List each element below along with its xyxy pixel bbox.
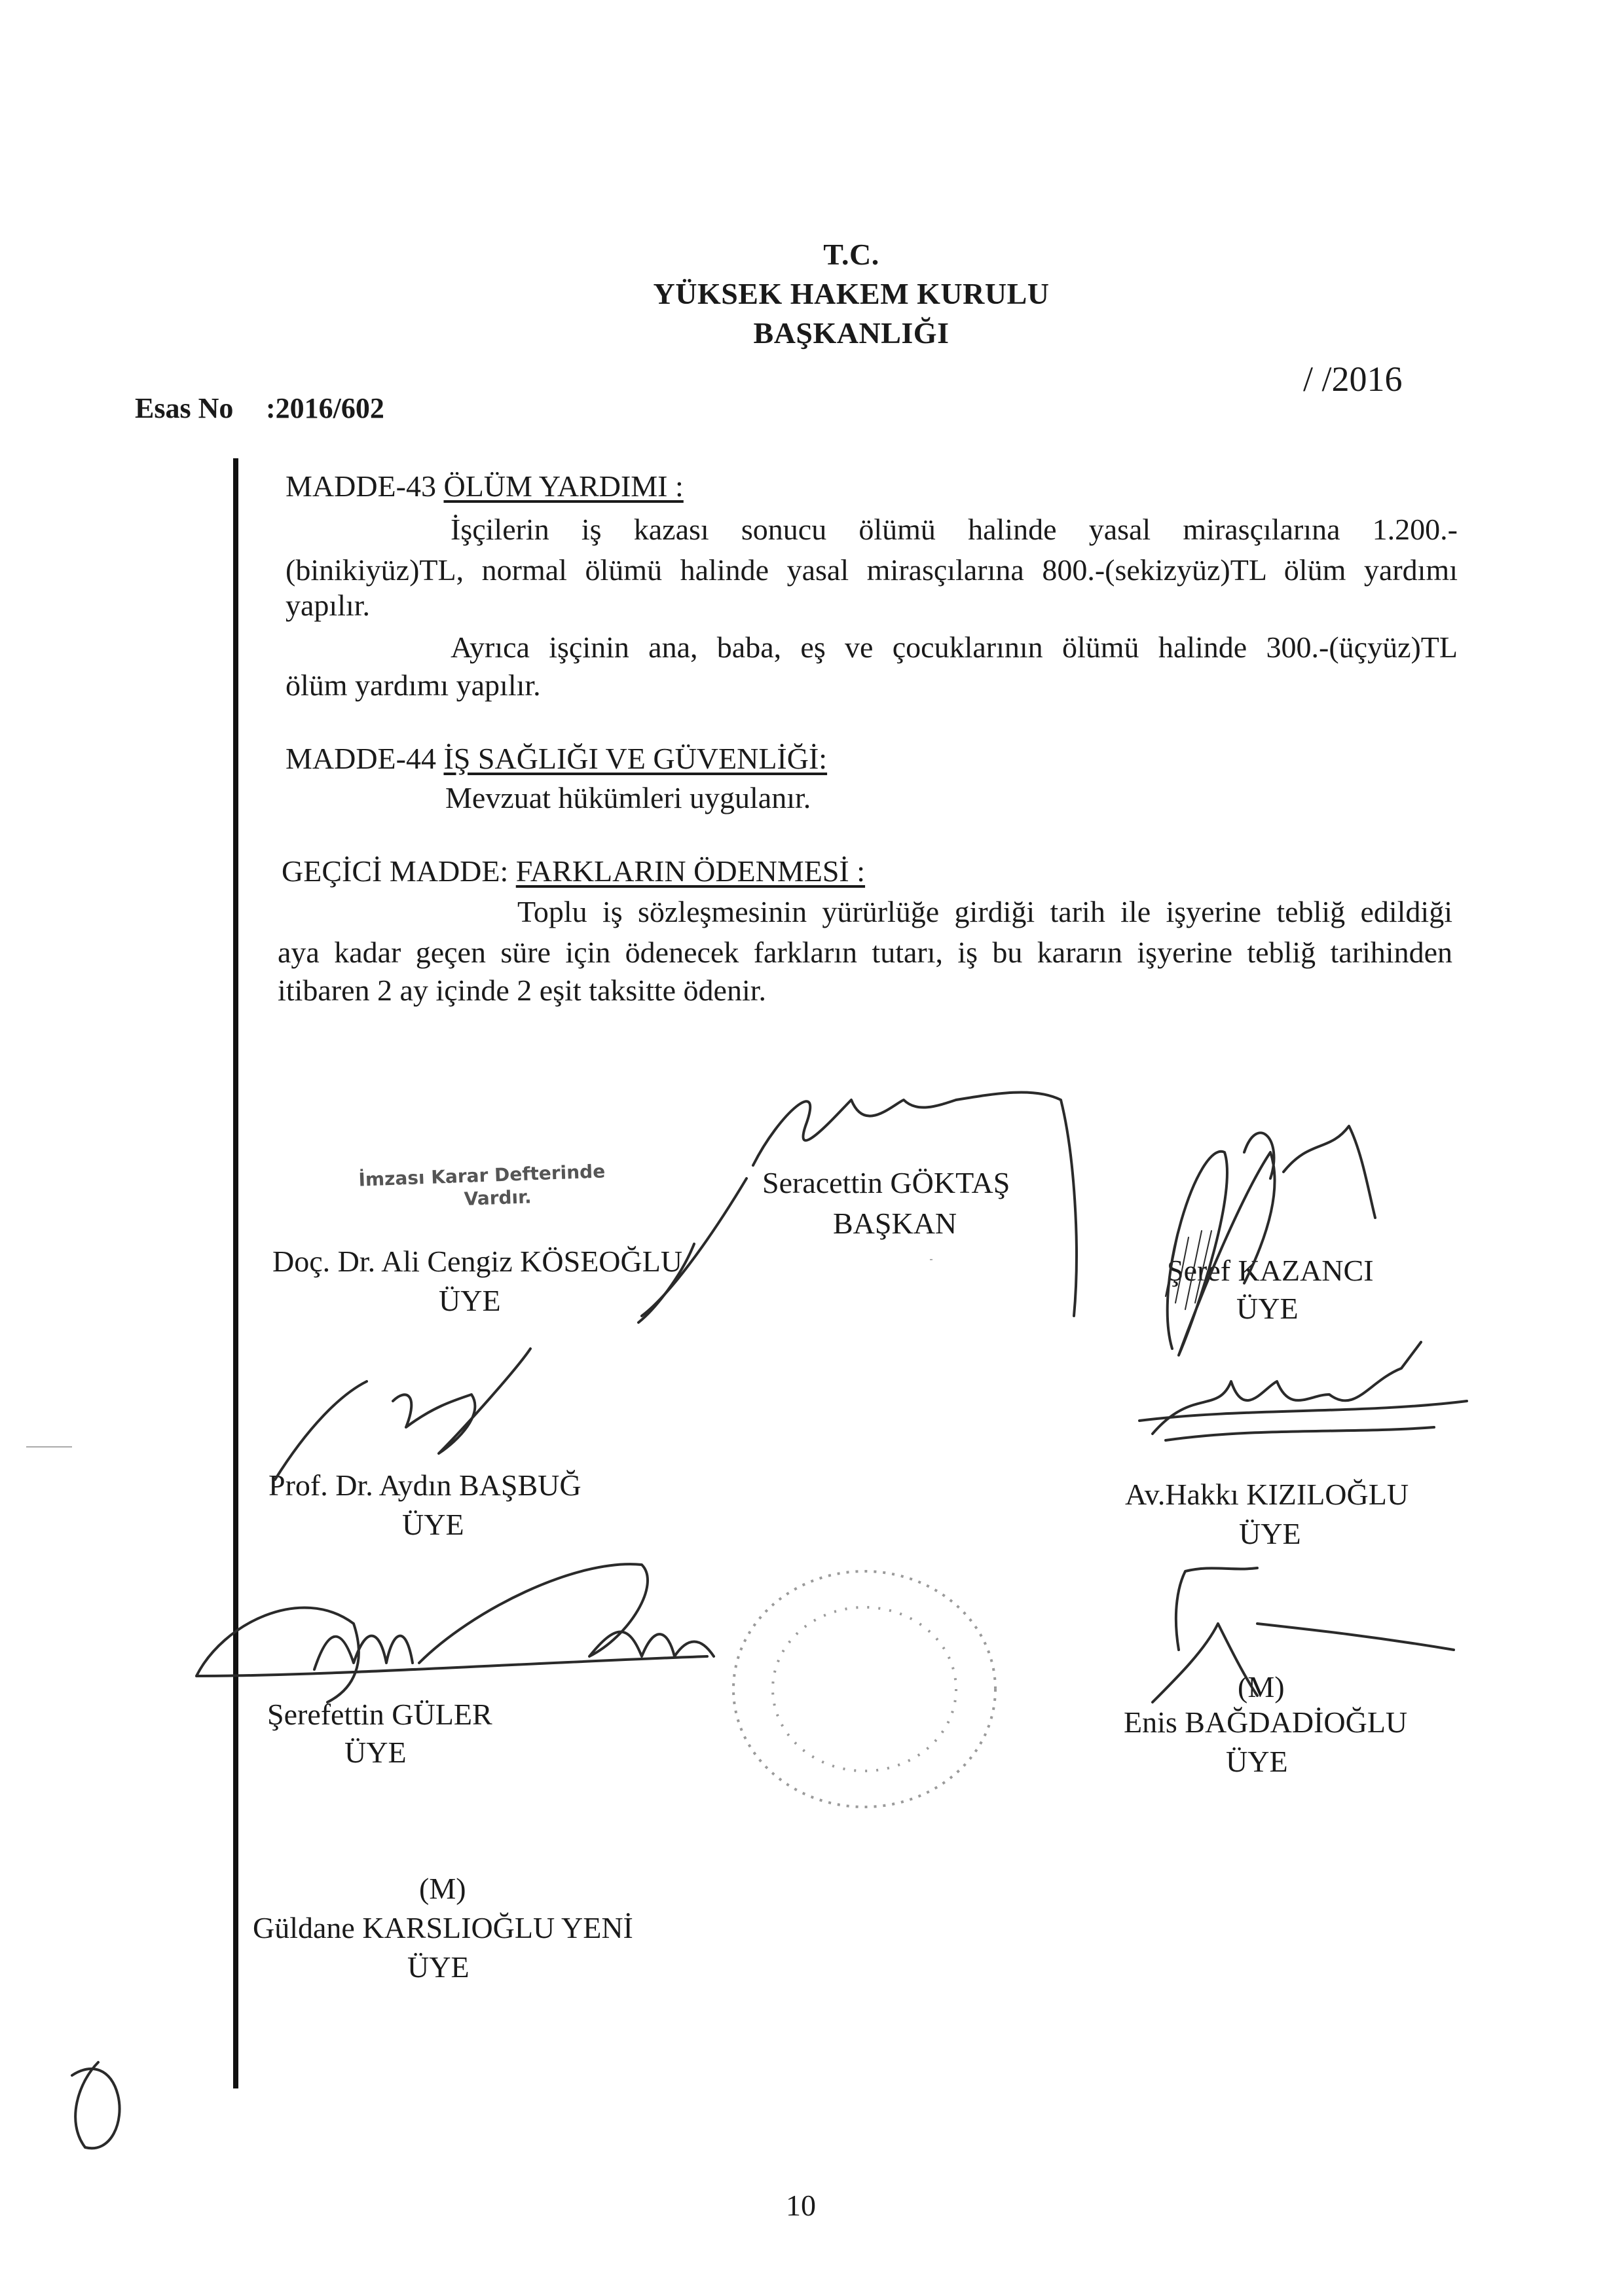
signatory-name-guler: Şerefettin GÜLER [267, 1698, 492, 1731]
signatory-role-bagdadioglu: ÜYE [1226, 1745, 1288, 1778]
temporary-article-title: FARKLARIN ÖDENMESİ : [515, 854, 866, 888]
signatory-role-basbug: ÜYE [402, 1508, 464, 1541]
article-43-title: ÖLÜM YARDIMI : [443, 469, 684, 503]
article-43-line-1: İşçilerin iş kazası sonucu ölümü halinde yasal mirasçılarına 1.200.- [451, 513, 1458, 546]
signatory-name-karslioglu: Güldane KARSLIOĞLU YENİ [253, 1911, 633, 1944]
temporary-article-line-2: aya kadar geçen süre için ödenecek farkların tutarı, iş bu kararın işyerine tebliğ tarihinden [278, 936, 1452, 969]
signature-note-stamp [358, 1159, 606, 1214]
signatory-role-koseoglu: ÜYE [439, 1284, 501, 1317]
official-seal [733, 1571, 995, 1807]
signatory-name-bagdadioglu: Enis BAĞDADİOĞLU [1124, 1705, 1408, 1739]
case-number-label: Esas No [135, 392, 234, 424]
handwritten-page-mark [72, 2062, 120, 2148]
article-43-line-5: ölüm yardımı yapılır. [286, 668, 541, 702]
signature-guler [196, 1564, 714, 1702]
article-44-line-1: Mevzuat hükümleri uygulanır. [445, 781, 811, 814]
decision-date: / /2016 [1303, 359, 1403, 399]
signatory-name-koseoglu: Doç. Dr. Ali Cengiz KÖSEOĞLU [272, 1245, 683, 1278]
signatory-role-kiziloglu: ÜYE [1239, 1517, 1301, 1550]
temporary-article-line-1: Toplu iş sözleşmesinin yürürlüğe girdiği tarih ile işyerine tebliğ edildiği [517, 895, 1452, 928]
header-institution: YÜKSEK HAKEM KURULU [653, 277, 1050, 310]
margin-bar [233, 458, 238, 2088]
header-presidency: BAŞKANLIĞI [753, 316, 950, 350]
page-number: 10 [786, 2189, 816, 2222]
temporary-article-heading [282, 855, 865, 888]
temporary-article-line-3: itibaren 2 ay içinde 2 eşit taksitte ödenir. [278, 974, 767, 1007]
signature-goktas [642, 1092, 1077, 1316]
signatory-name-kiziloglu: Av.Hakkı KIZILOĞLU [1125, 1478, 1409, 1511]
temporary-article-number: GEÇİCİ MADDE: [282, 854, 509, 888]
signature-basbug [275, 1349, 530, 1480]
signatory-role-kazanci: ÜYE [1236, 1292, 1299, 1325]
article-43-line-4: Ayrıca işçinin ana, baba, eş ve çocuklarının ölümü halinde 300.-(üçyüz)TL [451, 630, 1458, 664]
signature-bagdadioglu [1153, 1568, 1454, 1702]
signatory-mark-bagdadioglu: (M) [1238, 1670, 1285, 1704]
signatory-mark-karslioglu: (M) [419, 1872, 466, 1905]
article-43-line-2: (binikiyüz)TL, normal ölümü halinde yasal mirasçılarına 800.-(sekizyüz)TL ölüm yardımı [286, 553, 1458, 587]
article-44-number: MADDE-44 [286, 742, 436, 775]
signatory-name-goktas: Seracettin GÖKTAŞ [762, 1166, 1010, 1199]
article-44-title: İŞ SAĞLIĞI VE GÜVENLİĞİ: [443, 742, 828, 775]
signature-note-line-2: Vardır. [464, 1186, 532, 1210]
signature-note-line-1: İmzası Karar Defterinde [358, 1160, 606, 1191]
case-number-value: :2016/602 [266, 392, 384, 424]
signatory-name-kazanci: Şeref KAZANCI [1167, 1254, 1374, 1287]
article-43-line-3: yapılır. [286, 589, 371, 622]
signatory-role-goktas: BAŞKAN [833, 1207, 957, 1240]
signatory-role-guler: ÜYE [344, 1736, 407, 1769]
article-43-number: MADDE-43 [286, 469, 436, 503]
signatory-role-karslioglu: ÜYE [407, 1950, 470, 1984]
signature-kiziloglu [1139, 1342, 1467, 1440]
article-43-heading [286, 470, 684, 503]
signatory-name-basbug: Prof. Dr. Aydın BAŞBUĞ [268, 1468, 581, 1502]
header-tc: T.C. [823, 238, 879, 271]
article-44-heading [286, 742, 827, 776]
case-number [135, 392, 384, 425]
